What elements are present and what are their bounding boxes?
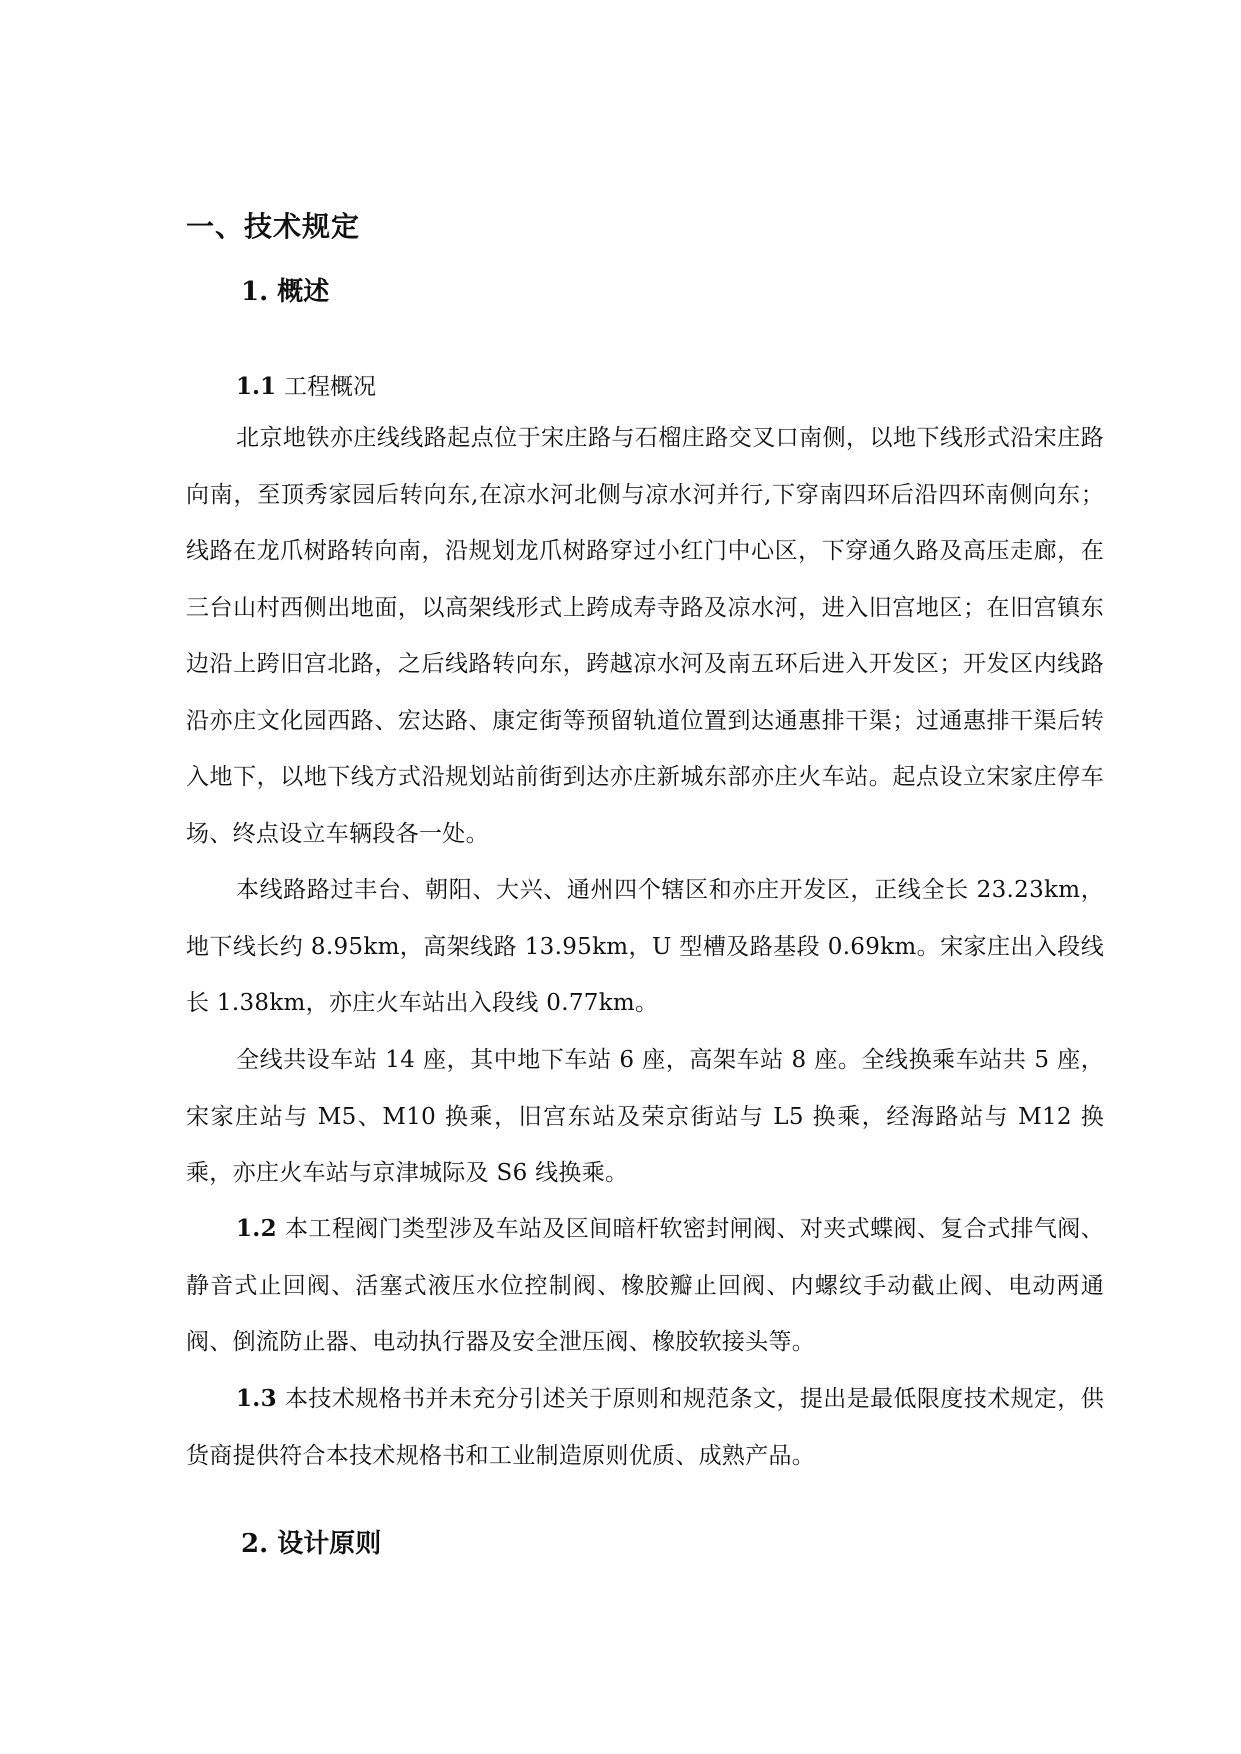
section-title: 一、技术规定: [186, 210, 361, 243]
paragraph-valve-types-text: 本工程阀门类型涉及车站及区间暗杆软密封闸阀、对夹式蝶阀、复合式排气阀、静音式止回阀、活塞式液压水位控制阀、橡胶瓣止回阀、内螺纹手动截止阀、电动两通阀、倒流防止器、电动执行器及安全泄压阀、橡胶软接头等。: [186, 1216, 1104, 1355]
heading-design-text: 设计原则: [277, 1529, 382, 1559]
heading-overview: [241, 274, 329, 310]
paragraph-spec-scope-number: 1.3: [236, 1385, 277, 1412]
heading-overview-number: 1.: [241, 277, 269, 307]
paragraph-valve-types-number: 1.2: [236, 1215, 277, 1242]
subheading-number: 1.1: [236, 373, 277, 400]
subheading-text: 工程概况: [284, 374, 377, 400]
subheading-project-overview: [236, 370, 376, 404]
paragraph-spec-scope-text: 本技术规格书并未充分引述关于原则和规范条文，提出是最低限度技术规定，供货商提供符合本技术规格书和工业制造原则优质、成熟产品。: [186, 1386, 1104, 1469]
paragraph-spec-scope: [186, 1371, 1104, 1484]
heading-design-number: 2.: [241, 1529, 269, 1559]
paragraph-stations: 全线共设车站 14 座，其中地下车站 6 座，高架车站 8 座。全线换乘车站共 5 座，宋家庄站与 M5、M10 换乘，旧宫东站及荣京街站与 L5 换乘，经海路站与 M12 换乘，亦庄火车站与京津城际及 S6 线换乘。: [186, 1047, 1104, 1186]
heading-overview-text: 概述: [277, 277, 330, 307]
paragraph-line-length: 本线路路过丰台、朝阳、大兴、通州四个辖区和亦庄开发区，正线全长 23.23km，地下线长约 8.95km，高架线路 13.95km，U 型槽及路基段 0.69km。宋家庄出入段线长 1.38km，亦庄火车站出入段线 0.77km。: [186, 877, 1104, 1016]
heading-design-principles: [241, 1526, 381, 1562]
paragraph-valve-types: [186, 1201, 1104, 1371]
paragraph-line-route: 北京地铁亦庄线线路起点位于宋庄路与石榴庄路交叉口南侧，以地下线形式沿宋庄路向南，至顶秀家园后转向东,在凉水河北侧与凉水河并行,下穿南四环后沿四环南侧向东；线路在龙爪树路转向南，沿规划龙爪树路穿过小红门中心区，下穿通久路及高压走廊，在三台山村西侧出地面，以高架线形式上跨成寿寺路及凉水河，进入旧宫地区；在旧宫镇东边沿上跨旧宫北路，之后线路转向东，跨越凉水河及南五环后进入开发区；开发区内线路沿亦庄文化园西路、宏达路、康定街等预留轨道位置到达通惠排干渠；过通惠排干渠后转入地下，以地下线方式沿规划站前街到达亦庄新城东部亦庄火车站。起点设立宋家庄停车场、终点设立车辆段各一处。: [186, 425, 1104, 847]
